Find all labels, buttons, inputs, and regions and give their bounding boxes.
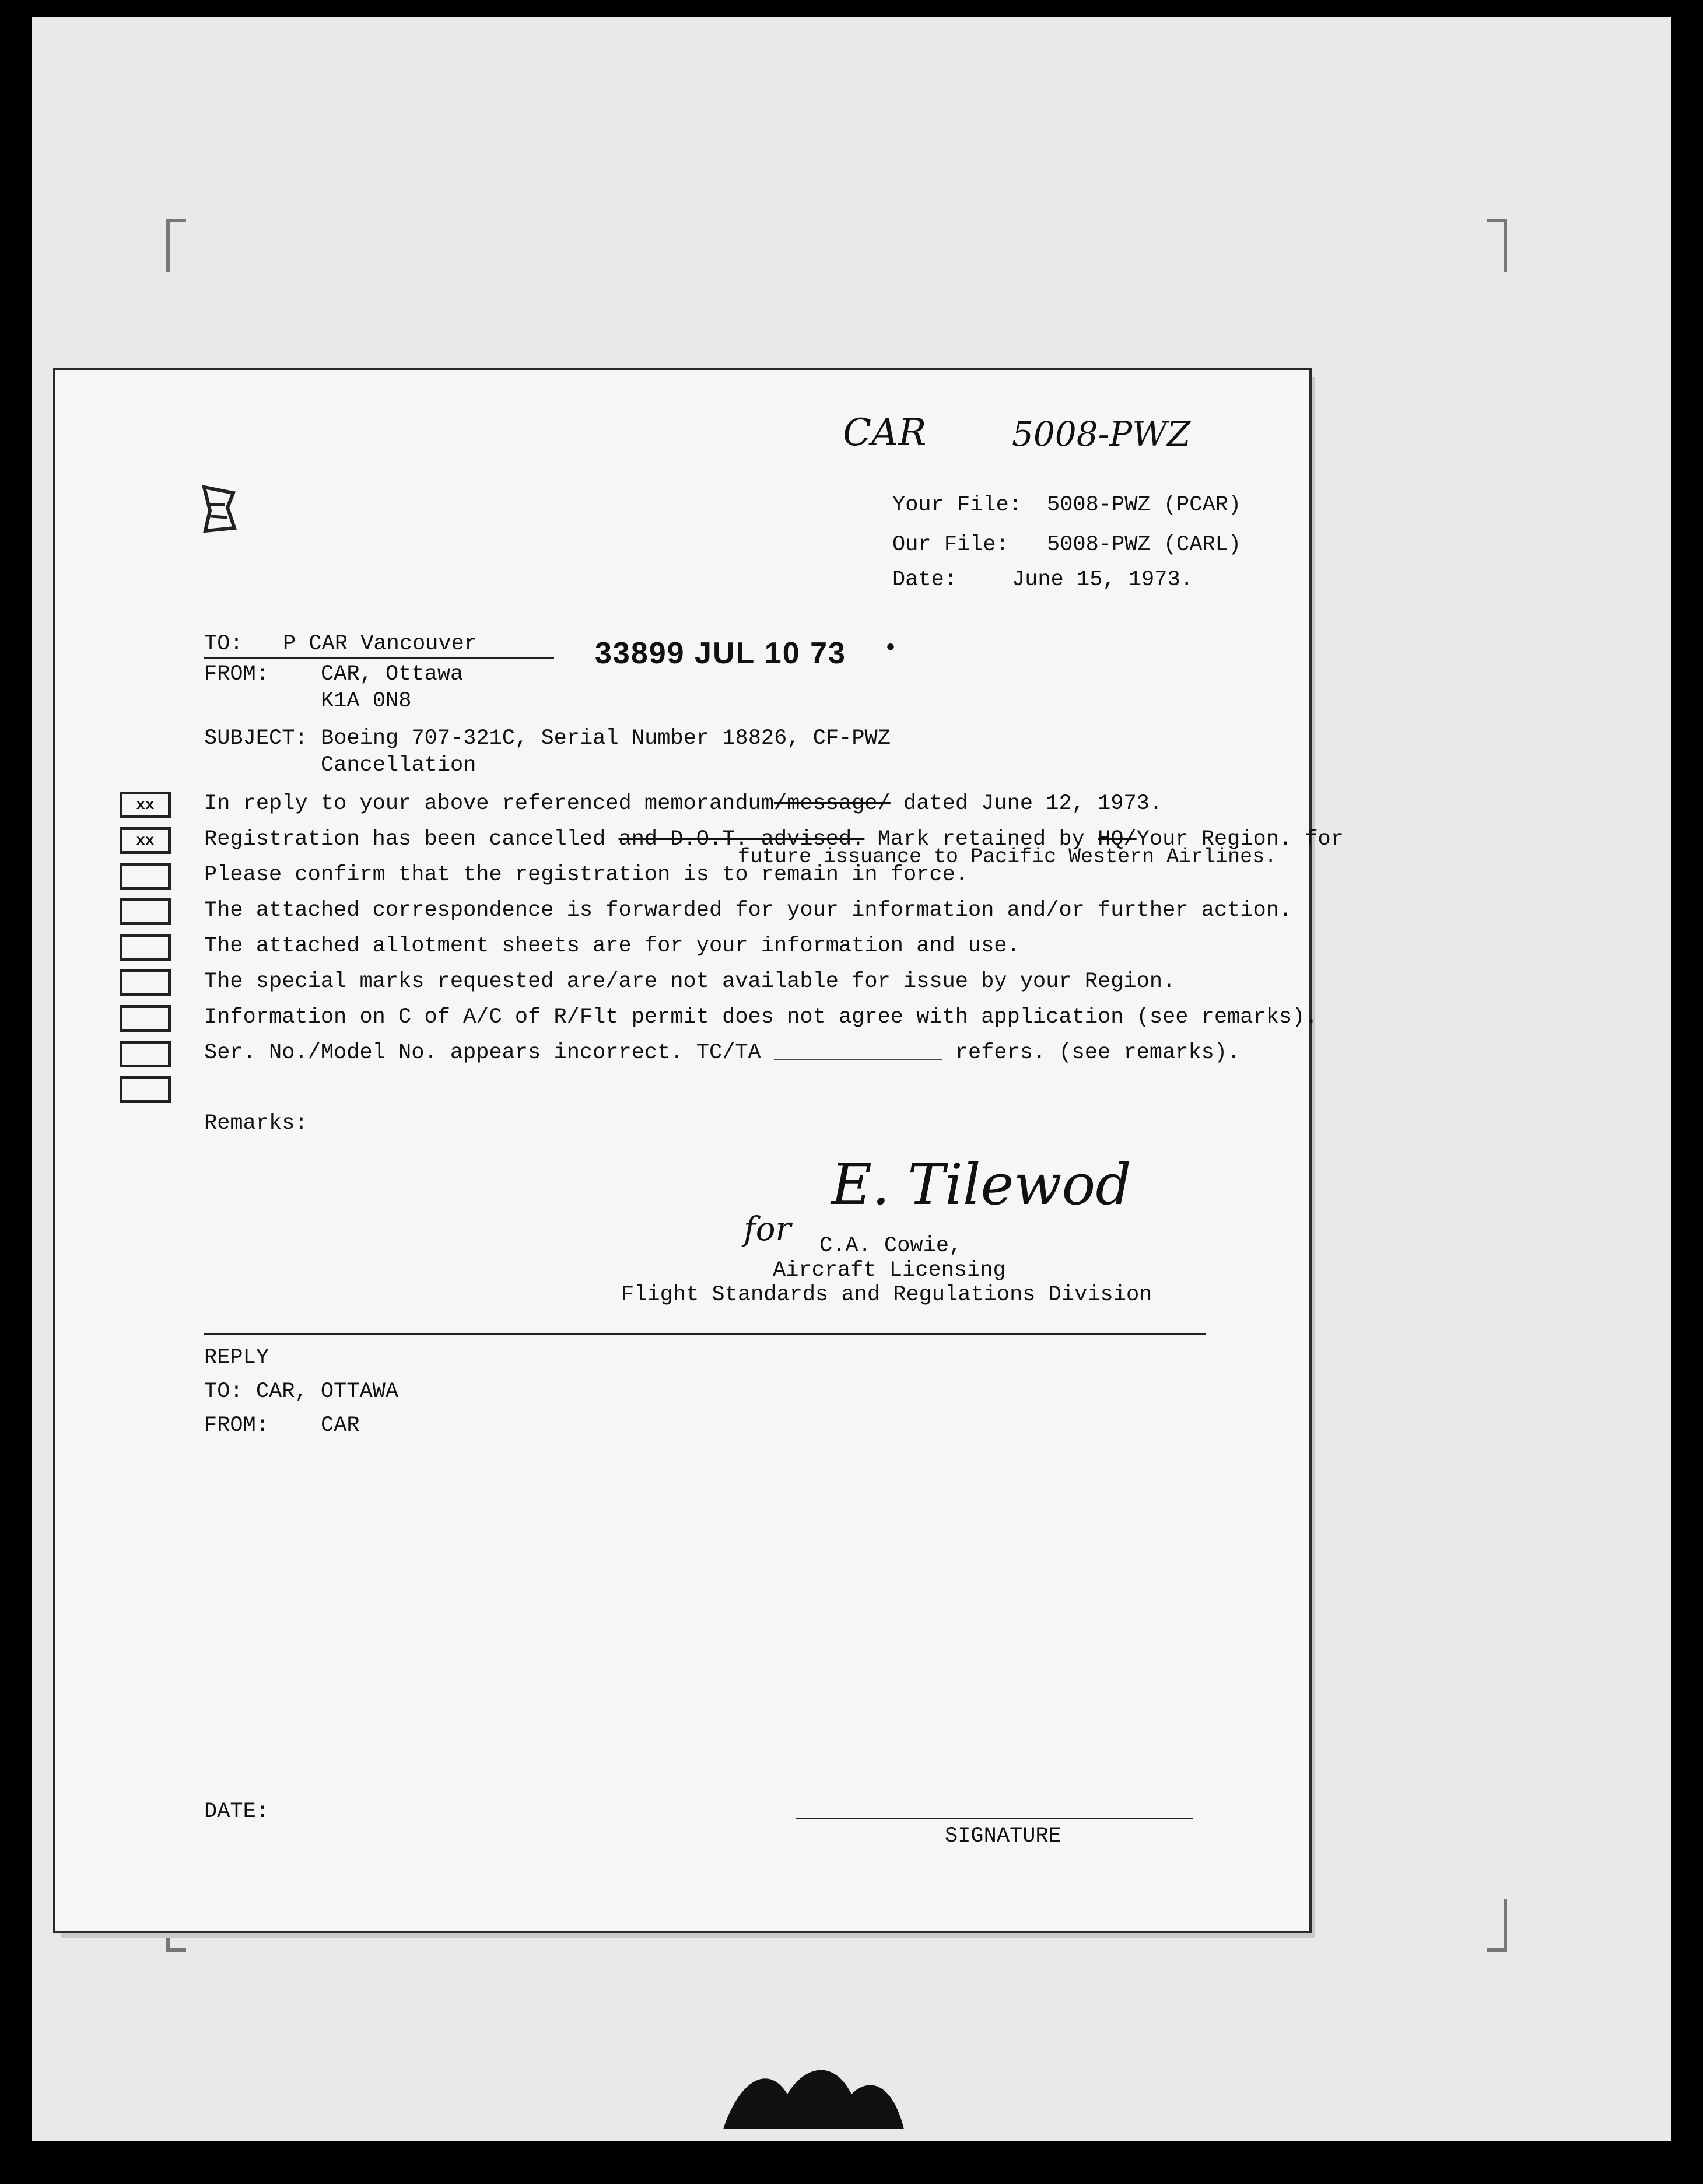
to-underline xyxy=(204,657,554,659)
checklist-line-2-note: future issuance to Pacific Western Airlines. xyxy=(738,845,1277,869)
date-value: June 15, 1973. xyxy=(1012,568,1193,592)
crop-mark-top-right xyxy=(1487,219,1507,272)
remarks-label: Remarks: xyxy=(204,1111,308,1136)
our-file-label: Our File: xyxy=(892,533,1009,557)
received-stamp: 33899 JUL 10 73 xyxy=(595,636,846,670)
checkbox-7[interactable] xyxy=(120,1005,171,1032)
your-file-value: 5008-PWZ (PCAR) xyxy=(1047,493,1242,517)
checkbox-8[interactable] xyxy=(120,1041,171,1068)
date-label: Date: xyxy=(892,568,958,592)
crop-mark-top-left xyxy=(166,219,186,272)
handwritten-signature: E. Tilewod xyxy=(831,1152,1131,1217)
reply-divider xyxy=(204,1333,1206,1335)
checklist-line-2: Registration has been cancelled and D.O.T. advised. Mark retained by HQ/Your Region. for xyxy=(204,827,1344,852)
checkbox-2[interactable]: xx xyxy=(120,827,171,854)
checklist-line-8: Ser. No./Model No. appears incorrect. TC/TA _____________ refers. (see remarks). xyxy=(204,1041,1241,1065)
subject-line-2: Cancellation xyxy=(321,753,476,778)
signature-line xyxy=(796,1818,1193,1819)
signatory-division: Flight Standards and Regulations Division xyxy=(621,1283,1152,1307)
from-line-1: CAR, Ottawa xyxy=(321,662,464,687)
checklist-line-1: In reply to your above referenced memorandum/message/ dated June 12, 1973. xyxy=(204,792,1163,816)
checkbox-4[interactable] xyxy=(120,898,171,925)
crop-mark-bottom-right xyxy=(1487,1899,1507,1952)
subject-line-1: Boeing 707-321C, Serial Number 18826, CF-PWZ xyxy=(321,726,891,751)
checkbox-1[interactable]: xx xyxy=(120,792,171,818)
to-label: TO: xyxy=(204,632,243,656)
reply-heading: REPLY xyxy=(204,1346,269,1370)
footer-signature-label: SIGNATURE xyxy=(945,1824,1061,1849)
signature-prefix: for xyxy=(744,1210,791,1248)
checkbox-9[interactable] xyxy=(120,1076,171,1103)
subject-label: SUBJECT: xyxy=(204,726,308,751)
checkbox-6[interactable] xyxy=(120,970,171,996)
small-stamp-mark xyxy=(198,481,239,534)
checkbox-5[interactable] xyxy=(120,934,171,961)
stamp-dot: • xyxy=(884,636,898,662)
signatory-name: C.A. Cowie, xyxy=(819,1234,962,1258)
from-line-2: K1A 0N8 xyxy=(321,689,412,713)
checklist-line-3: Please confirm that the registration is to remain in force. xyxy=(204,863,969,887)
checklist-line-7: Information on C of A/C of R/Flt permit does not agree with application (see remarks). xyxy=(204,1005,1318,1030)
reply-from-label: FROM: xyxy=(204,1413,269,1438)
checklist-line-5: The attached allotment sheets are for your information and use. xyxy=(204,934,1020,958)
signatory-title: Aircraft Licensing xyxy=(773,1258,1006,1283)
memo-paper xyxy=(55,370,1344,1931)
from-label: FROM: xyxy=(204,662,269,687)
reply-from-value: CAR xyxy=(321,1413,360,1438)
footer-date-label: DATE: xyxy=(204,1800,269,1824)
handwritten-car: CAR xyxy=(843,411,927,454)
reply-to: TO: CAR, OTTAWA xyxy=(204,1380,399,1404)
handwritten-file-number: 5008-PWZ xyxy=(1012,414,1191,454)
checklist-line-6: The special marks requested are/are not available for issue by your Region. xyxy=(204,970,1176,994)
checklist-line-4: The attached correspondence is forwarded for your information and/or further action. xyxy=(204,898,1292,923)
our-file-value: 5008-PWZ (CARL) xyxy=(1047,533,1242,557)
checkbox-3[interactable] xyxy=(120,863,171,890)
scan-smudge xyxy=(717,2042,910,2141)
your-file-label: Your File: xyxy=(892,493,1022,517)
to-value: P CAR Vancouver xyxy=(283,632,478,656)
